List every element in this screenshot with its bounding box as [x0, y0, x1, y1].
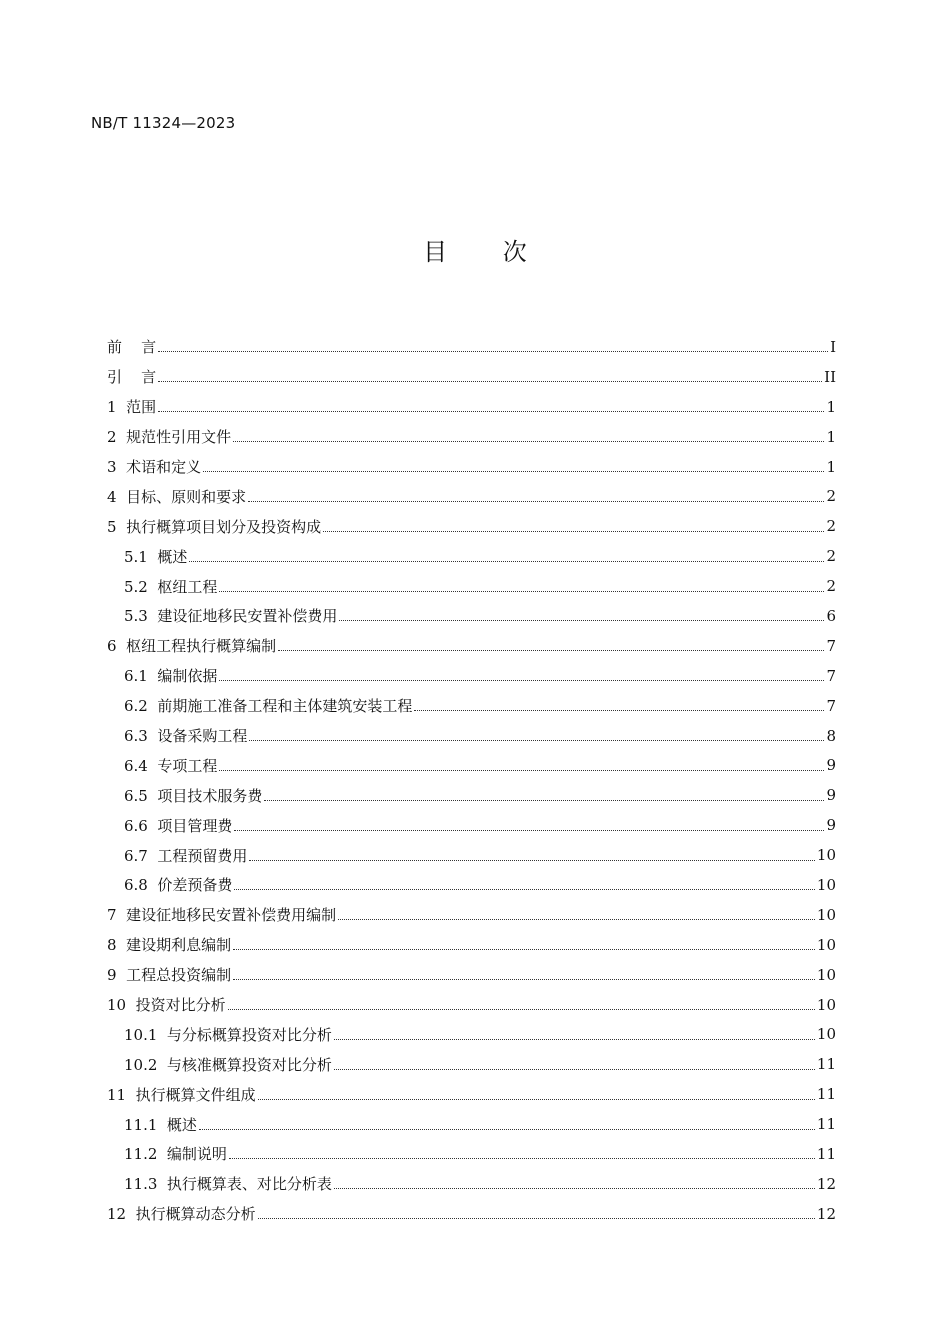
toc-entry-label: 6.2 前期施工准备工程和主体建筑安装工程 [124, 697, 413, 716]
toc-entry-page: 11 [816, 1055, 836, 1074]
toc-entry[interactable] [107, 631, 836, 661]
toc-entry-label: 4 目标、原则和要求 [107, 487, 247, 506]
toc-entry-page: 1 [826, 457, 836, 476]
toc-entry-label: 11.2 编制说明 [124, 1145, 227, 1164]
toc-entry-page: II [824, 367, 836, 386]
toc-entry-page: 8 [826, 726, 836, 745]
toc-entry-page: 10 [816, 1025, 836, 1044]
toc-leader-dots [158, 411, 824, 412]
toc-entry-label: 引 言 [107, 368, 157, 387]
toc-leader-dots [158, 381, 822, 382]
toc-entry[interactable] [107, 930, 836, 960]
toc-entry-label: 5.2 枢纽工程 [124, 577, 218, 596]
toc-entry[interactable] [107, 990, 836, 1020]
toc-leader-dots [234, 889, 815, 890]
toc-entry-label: 11 执行概算文件组成 [107, 1085, 256, 1104]
toc-entry[interactable] [107, 1019, 836, 1049]
toc-leader-dots [338, 919, 815, 920]
toc-entry-page: I [830, 337, 836, 356]
toc-entry-label: 前 言 [107, 338, 157, 357]
toc-entry-label: 7 建设征地移民安置补偿费用编制 [107, 906, 337, 925]
toc-leader-dots [233, 949, 815, 950]
toc-leader-dots [249, 740, 824, 741]
toc-entry[interactable] [107, 392, 836, 422]
toc-entry-page: 2 [826, 577, 836, 596]
toc-leader-dots [278, 650, 824, 651]
toc-entry-label: 5.3 建设征地移民安置补偿费用 [124, 607, 338, 626]
toc-entry[interactable] [107, 541, 836, 571]
toc-leader-dots [323, 531, 824, 532]
toc-leader-dots [264, 800, 824, 801]
toc-entry[interactable] [107, 960, 836, 990]
toc-leader-dots [158, 351, 828, 352]
toc-leader-dots [258, 1218, 815, 1219]
toc-entry[interactable] [107, 571, 836, 601]
toc-entry[interactable] [107, 601, 836, 631]
toc-entry[interactable] [107, 481, 836, 511]
table-of-contents [107, 332, 836, 1229]
toc-entry-label: 3 术语和定义 [107, 458, 202, 476]
toc-leader-dots [219, 680, 824, 681]
toc-entry-label: 6.3 设备采购工程 [124, 727, 248, 746]
toc-entry-label: 5.1 概述 [124, 547, 188, 566]
toc-entry[interactable] [107, 661, 836, 691]
toc-entry-page: 1 [826, 397, 836, 416]
toc-entry-page: 1 [826, 427, 836, 446]
toc-entry-page: 2 [826, 517, 836, 536]
toc-entry-page: 11 [816, 1144, 836, 1163]
page-title: 目 次 [423, 238, 551, 266]
toc-entry-page: 11 [816, 1115, 836, 1134]
toc-entry-page: 12 [816, 1174, 836, 1193]
toc-leader-dots [199, 1129, 815, 1130]
toc-leader-dots [334, 1039, 815, 1040]
toc-leader-dots [339, 620, 824, 621]
toc-leader-dots [189, 561, 824, 562]
toc-leader-dots [203, 471, 824, 472]
toc-entry-page: 7 [826, 696, 836, 715]
toc-entry-page: 10 [816, 846, 836, 865]
toc-entry[interactable] [107, 1049, 836, 1079]
toc-entry-page: 6 [826, 606, 836, 625]
toc-entry[interactable] [107, 511, 836, 541]
toc-leader-dots [334, 1188, 815, 1189]
toc-leader-dots [229, 1158, 815, 1159]
toc-entry-label: 6.5 项目技术服务费 [124, 786, 263, 805]
toc-entry[interactable] [107, 1169, 836, 1199]
toc-entry[interactable] [107, 332, 836, 362]
toc-entry[interactable] [107, 1079, 836, 1109]
toc-leader-dots [219, 591, 824, 592]
toc-entry-page: 2 [826, 487, 836, 506]
toc-entry-label: 5 执行概算项目划分及投资构成 [107, 517, 322, 536]
toc-entry[interactable] [107, 750, 836, 780]
toc-entry-label: 6 枢纽工程执行概算编制 [107, 637, 277, 656]
toc-entry-label: 11.3 执行概算表、对比分析表 [124, 1175, 332, 1194]
toc-entry-page: 10 [816, 935, 836, 954]
toc-entry-page: 10 [816, 995, 836, 1014]
toc-entry[interactable] [107, 721, 836, 751]
toc-leader-dots [248, 501, 824, 502]
toc-entry[interactable] [107, 1139, 836, 1169]
toc-entry[interactable] [107, 840, 836, 870]
document-code: NB/T 11324—2023 [91, 114, 236, 132]
toc-entry-page: 7 [826, 666, 836, 685]
toc-entry-page: 9 [826, 756, 836, 775]
toc-entry[interactable] [107, 810, 836, 840]
toc-entry-label: 9 工程总投资编制 [107, 966, 232, 985]
toc-entry[interactable] [107, 362, 836, 392]
toc-entry-page: 9 [826, 816, 836, 835]
toc-leader-dots [414, 710, 824, 711]
toc-leader-dots [234, 830, 824, 831]
toc-entry-page: 11 [816, 1085, 836, 1104]
toc-leader-dots [233, 979, 815, 980]
toc-entry-page: 2 [826, 547, 836, 566]
toc-entry[interactable] [107, 452, 836, 482]
toc-entry-page: 12 [816, 1204, 836, 1223]
toc-entry[interactable] [107, 422, 836, 452]
toc-entry[interactable] [107, 780, 836, 810]
toc-leader-dots [258, 1099, 815, 1100]
toc-entry-label: 10.2 与核准概算投资对比分析 [124, 1055, 332, 1074]
toc-entry[interactable] [107, 691, 836, 721]
toc-entry-label: 10.1 与分标概算投资对比分析 [124, 1025, 332, 1044]
toc-entry-label: 11.1 概述 [124, 1115, 197, 1134]
toc-entry-page: 10 [816, 875, 836, 894]
toc-entry[interactable] [107, 870, 836, 900]
toc-entry-label: 6.1 编制依据 [124, 667, 218, 686]
toc-entry-label: 12 执行概算动态分析 [107, 1205, 256, 1224]
toc-leader-dots [334, 1069, 815, 1070]
toc-leader-dots [233, 441, 824, 442]
toc-entry-label: 6.7 工程预留费用 [124, 846, 248, 865]
toc-entry-label: 6.6 项目管理费 [124, 816, 233, 835]
toc-entry-label: 2 规范性引用文件 [107, 428, 232, 447]
toc-entry[interactable] [107, 1199, 836, 1229]
toc-leader-dots [249, 860, 815, 861]
toc-entry-page: 9 [826, 786, 836, 805]
toc-entry-label: 8 建设期利息编制 [107, 936, 232, 955]
toc-entry[interactable] [107, 1109, 836, 1139]
toc-entry[interactable] [107, 900, 836, 930]
toc-leader-dots [228, 1009, 815, 1010]
toc-entry-page: 10 [816, 905, 836, 924]
toc-entry-label: 6.8 价差预备费 [124, 876, 233, 895]
toc-entry-label: 1 范围 [107, 398, 157, 417]
toc-entry-page: 7 [826, 636, 836, 655]
toc-entry-label: 6.4 专项工程 [124, 756, 218, 775]
toc-entry-page: 10 [816, 965, 836, 984]
toc-entry-label: 10 投资对比分析 [107, 996, 226, 1015]
toc-leader-dots [219, 770, 824, 771]
